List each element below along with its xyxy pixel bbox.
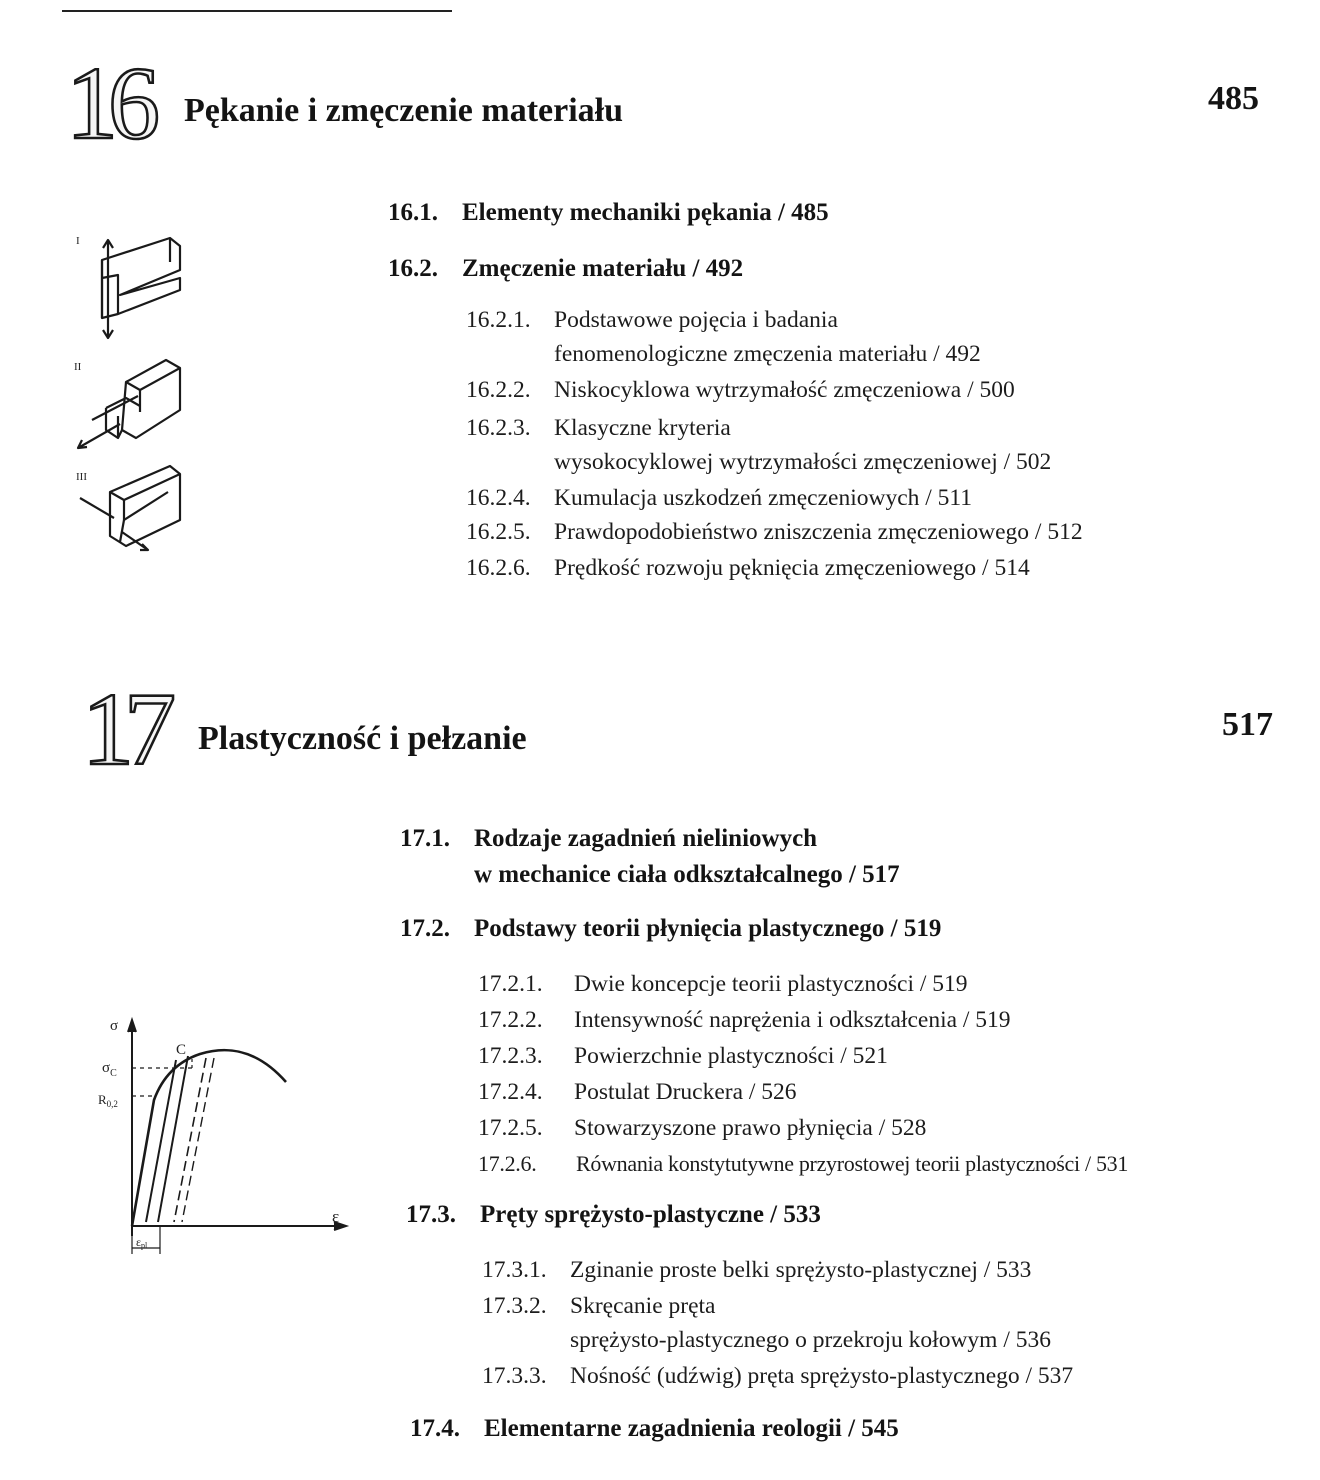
top-rule xyxy=(62,10,452,12)
fracture-modes-figure xyxy=(70,230,210,560)
section-number: 17.2. xyxy=(400,915,450,942)
section-17-3[interactable] xyxy=(406,1196,821,1234)
section-number: 16.1. xyxy=(388,199,438,226)
subsection-title: Prawdopodobieństwo zniszczenia zmęczeniowego / 512 xyxy=(554,519,1083,545)
subsection-16-2-3-cont: wysokocyklowej wytrzymałości zmęczeniowej / 502 xyxy=(554,449,1052,475)
subsection-17-2-4[interactable] xyxy=(478,1074,797,1110)
subsection-title: Intensywność naprężenia i odkształcenia / 519 xyxy=(574,1007,1011,1033)
chapter-17-page: 517 xyxy=(1222,706,1273,743)
subsection-title: Niskocyklowa wytrzymałość zmęczeniowa / 500 xyxy=(554,377,1015,403)
subsection-title: Równania konstytutywne przyrostowej teorii plastyczności / 531 xyxy=(576,1151,1129,1176)
subsection-number: 16.2.4. xyxy=(466,485,531,511)
subsection-title: Skręcanie pręta xyxy=(570,1293,716,1319)
mode-label-III: III xyxy=(76,471,87,483)
section-17-1-cont: w mechanice ciała odkształcalnego / 517 xyxy=(474,861,900,888)
subsection-number: 17.3.1. xyxy=(482,1257,547,1283)
subsection-16-2-1-cont: fenomenologiczne zmęczenia materiału / 492 xyxy=(554,341,981,367)
subsection-number: 17.3.3. xyxy=(482,1363,547,1389)
sigma-c-label: $\sigma_C$ xyxy=(102,1060,117,1079)
section-number: 17.1. xyxy=(400,825,450,852)
subsection-16-2-2[interactable] xyxy=(466,372,1015,408)
sigma-label: σ xyxy=(110,1018,119,1034)
subsection-16-2-4[interactable] xyxy=(466,480,972,516)
section-number: 17.3. xyxy=(406,1201,456,1228)
subsection-17-3-2[interactable] xyxy=(482,1288,716,1324)
section-title: Zmęczenie materiału / 492 xyxy=(462,255,744,282)
subsection-17-3-3[interactable] xyxy=(482,1358,1073,1394)
subsection-number: 17.2.5. xyxy=(478,1115,543,1141)
section-17-2[interactable] xyxy=(400,910,941,948)
subsection-title: Kumulacja uszkodzeń zmęczeniowych / 511 xyxy=(554,485,973,511)
mode-III-sketch xyxy=(80,466,180,550)
subsection-16-2-1[interactable] xyxy=(466,302,838,338)
stress-strain-curve xyxy=(132,1050,286,1226)
subsection-16-2-3[interactable] xyxy=(466,410,731,446)
mode-I-sketch xyxy=(102,238,180,338)
subsection-number: 16.2.2. xyxy=(466,377,531,403)
subsection-number: 16.2.3. xyxy=(466,415,531,441)
subsection-number: 17.2.1. xyxy=(478,971,543,997)
section-number: 17.4. xyxy=(410,1415,460,1442)
subsection-title: Prędkość rozwoju pęknięcia zmęczeniowego / 514 xyxy=(554,555,1030,581)
subsection-title: Powierzchnie plastyczności / 521 xyxy=(574,1043,888,1069)
chapter-16-title: Pękanie i zmęczenie materiału xyxy=(184,92,624,129)
subsection-number: 16.2.5. xyxy=(466,519,531,545)
reload-line xyxy=(174,1058,206,1222)
chapter-17-title: Plastyczność i pełzanie xyxy=(198,720,527,757)
section-title: Elementy mechaniki pękania / 485 xyxy=(462,199,829,226)
eps-pl-label: εpl xyxy=(136,1235,148,1250)
subsection-17-3-1[interactable] xyxy=(482,1252,1031,1288)
subsection-title: Postulat Druckera / 526 xyxy=(574,1079,797,1105)
subsection-16-2-6[interactable] xyxy=(466,550,1030,586)
section-title: Pręty sprężysto-plastyczne / 533 xyxy=(480,1201,821,1228)
stress-strain-figure xyxy=(96,1008,356,1268)
mode-label-II: II xyxy=(74,361,82,373)
subsection-title: Zginanie proste belki sprężysto-plastycznej / 533 xyxy=(570,1257,1032,1283)
subsection-number: 17.2.6. xyxy=(478,1151,537,1176)
subsection-title: Nośność (udźwig) pręta sprężysto-plastycznego / 537 xyxy=(570,1363,1074,1389)
section-17-4[interactable] xyxy=(410,1410,899,1448)
subsection-title: Klasyczne kryteria xyxy=(554,415,731,441)
subsection-number: 17.2.3. xyxy=(478,1043,543,1069)
section-title: Podstawy teorii płynięcia plastycznego / 519 xyxy=(474,915,942,942)
subsection-title: Podstawowe pojęcia i badania xyxy=(554,307,838,333)
subsection-number: 17.2.2. xyxy=(478,1007,543,1033)
section-title: Elementarne zagadnienia reologii / 545 xyxy=(484,1415,899,1442)
chapter-17-number: 17 xyxy=(82,672,166,787)
section-title: Rodzaje zagadnień nieliniowych xyxy=(474,825,818,852)
section-number: 16.2. xyxy=(388,255,438,282)
point-c-label: C xyxy=(176,1042,187,1058)
mode-label-I: I xyxy=(76,235,80,247)
subsection-16-2-5[interactable] xyxy=(466,514,1083,550)
subsection-17-2-6[interactable] xyxy=(478,1146,1128,1182)
subsection-number: 17.3.2. xyxy=(482,1293,547,1319)
subsection-number: 16.2.6. xyxy=(466,555,531,581)
subsection-17-2-5[interactable] xyxy=(478,1110,926,1146)
section-17-1[interactable] xyxy=(400,820,817,858)
subsection-17-3-2-cont: sprężysto-plastycznego o przekroju kołowym / 536 xyxy=(570,1327,1051,1353)
subsection-title: Stowarzyszone prawo płynięcia / 528 xyxy=(574,1115,927,1141)
subsection-title: Dwie koncepcje teorii plastyczności / 519 xyxy=(574,971,968,997)
subsection-number: 16.2.1. xyxy=(466,307,531,333)
subsection-number: 17.2.4. xyxy=(478,1079,543,1105)
chapter-16-number: 16 xyxy=(66,46,150,161)
subsection-17-2-1[interactable] xyxy=(478,966,968,1002)
section-16-2[interactable] xyxy=(388,250,743,288)
subsection-17-2-2[interactable] xyxy=(478,1002,1011,1038)
section-16-1[interactable] xyxy=(388,194,829,232)
epsilon-label: ε xyxy=(332,1207,340,1226)
chapter-16-page: 485 xyxy=(1208,80,1259,117)
r02-label: $R_{0,2}$ xyxy=(98,1092,118,1109)
subsection-17-2-3[interactable] xyxy=(478,1038,888,1074)
mode-II-sketch xyxy=(78,360,180,448)
